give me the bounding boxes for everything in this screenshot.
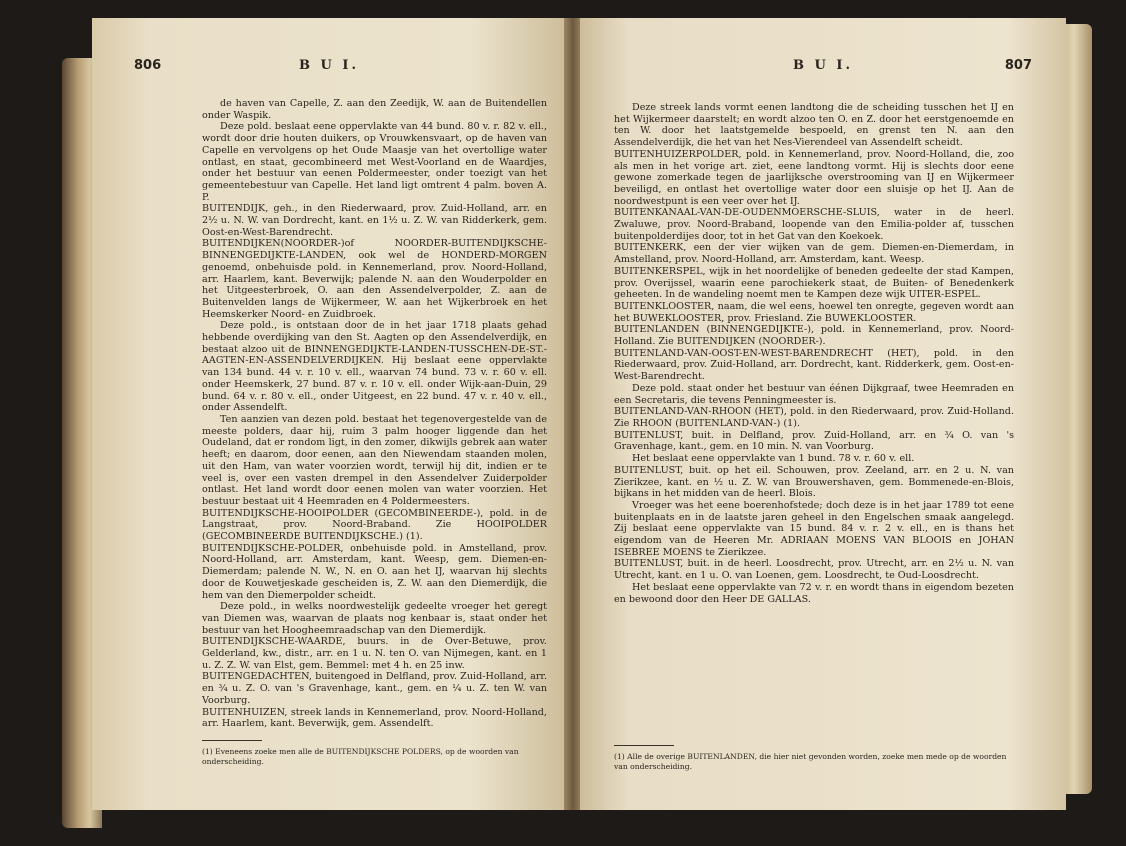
right-footnote-block (614, 745, 1014, 772)
entry-paragraph: BUITENKLOOSTER, naam, die wel eens, hoewel ten onregte, gegeven wordt aan het BUWEKLOOSTER, prov. Friesland. Zie BUWEKLOOSTER. (614, 300, 1014, 324)
paragraph: Vroeger was het eene boerenhofstede; doch deze is in het jaar 1789 tot eene buitenplaats en in de laatste jaren geheel in den Engelschen smaak aangelegd. Zij beslaat eene oppervlakte van 15 bund. 84 v. r. 2 v. ell., en is thans het eigendom van de Heeren Mr. ADRIAAN MOENS VAN BLOOIS en JOHAN ISEBREE MOENS te Zierikzee. (614, 499, 1014, 558)
left-running-head: B U I. (299, 58, 359, 73)
entry-paragraph: BUITENDIJK, geh., in den Riederwaard, prov. Zuid-Holland, arr. en 2½ u. N. W. van Dordrecht, kant. en 1½ u. Z. W. van Ridderkerk, gem. Oost-en-West-Barendrecht. (202, 203, 547, 238)
left-page-text (202, 98, 547, 730)
paragraph: Deze streek lands vormt eenen landtong die de scheiding tusschen het IJ en het Wijkermeer daarstelt; en wordt alzoo ten O. en Z. door het eerstgenoemde en ten W. door het laatstgemelde bespoeld, en grenst ten N. aan den Assendelverdijk, die het van het Nes-Vierendeel van Assendelft scheidt. (614, 102, 1014, 149)
right-page (580, 18, 1066, 810)
entry-paragraph: BUITENHUIZEN, streek lands in Kennemerland, prov. Noord-Holland, arr. Haarlem, kant. Beverwijk, gem. Assendelft. (202, 706, 547, 730)
entry-paragraph: BUITENLAND-VAN-OOST-EN-WEST-BARENDRECHT (HET), pold. in den Riederwaard, prov. Zuid-Holland, arr. Dordrecht, kant. Ridderkerk, gem. Oost-en-West-Barendrecht. (614, 347, 1014, 383)
paragraph: de haven van Capelle, Z. aan den Zeedijk, W. aan de Buitendellen onder Waspik. (202, 98, 547, 121)
paragraph: Deze pold. staat onder het bestuur van éénen Dijkgraaf, twee Heemraden en een Secretaris, die tevens Penningmeester is. (614, 382, 1014, 406)
paragraph: Ten aanzien van dezen pold. bestaat het tegenovergestelde van de meeste polders, daar hij, ruim 3 palm hooger liggende dan het Oudeland, dat er rondom ligt, in den zomer, dikwijls gebrek aan water heeft; en daarom, door eenen, aan den Niewendam staanden molen, uit den Ham, van water voorzien wordt, terwijl hij dit, indien er te veel is, over een vasten drempel in den Assendelver Zuiderpolder ontlast. Het land wordt door eenen molen van water voorzien. Het bestuur bestaat uit 4 Heemraden en 4 Poldermeesters. (202, 413, 547, 507)
footnote-rule (202, 740, 262, 741)
entry-paragraph: BUITENLAND-VAN-RHOON (HET), pold. in den Riederwaard, prov. Zuid-Holland. Zie RHOON (BUITENLAND-VAN-) (1). (614, 406, 1014, 429)
left-page-number: 806 (134, 58, 162, 73)
left-footnote-block (202, 740, 547, 767)
left-footnote: (1) Eveneens zoeke men alle de BUITENDIJKSCHE POLDERS, op de woorden van onderscheiding. (202, 747, 519, 766)
right-footnote: (1) Alle de overige BUITENLANDEN, die hier niet gevonden worden, zoeke men mede op de woorden van onderscheiding. (614, 752, 1007, 771)
entry-paragraph: BUITENKANAAL-VAN-DE-OUDENMOERSCHE-SLUIS, water in de heerl. Zwaluwe, prov. Noord-Braband, loopende van den Emilia-polder af, tusschen buitenpolderdijes door, tot in het Gat van den Koekoek. (614, 207, 1014, 242)
page-stack-right (1062, 24, 1092, 794)
entry-paragraph: BUITENDIJKSCHE-WAARDE, buurs. in de Over-Betuwe, prov. Gelderland, kw., distr., arr. en 1 u. N. ten O. van Nijmegen, kant. en 1 u. Z. Z. W. van Elst, gem. Bemmel: met 4 h. en 25 inw. (202, 636, 547, 671)
entry-paragraph: BUITENDIJKSCHE-HOOIPOLDER (GECOMBINEERDE-), pold. in de Langstraat, prov. Noord-Braband. Zie HOOIPOLDER (GECOMBINEERDE BUITENDIJKSCHE.) (1). (202, 507, 547, 543)
entry-paragraph: BUITENHUIZERPOLDER, pold. in Kennemerland, prov. Noord-Holland, die, zoo als men in het vorige art. ziet, eene landtong vormt. Hij is slechts door eene gewone zomerkade tegen de jaarlijksche overstrooming van IJ en Wijkermeer beveiligd, en ontlast het overtollige water door een sluisje op het IJ. Aan de noordwestpunt is een veer over het IJ. (614, 148, 1014, 207)
right-page-text (614, 102, 1014, 605)
entry-paragraph: BUITENDIJKEN(NOORDER-)of NOORDER-BUITENDIJKSCHE-BINNENGEDIJKTE-LANDEN, ook wel de HONDERD-MORGEN genoemd, onbehuisde pold. in Kennemerland, prov. Noord-Holland, arr. Haarlem, kant. Beverwijk; palende N. aan den Wouderpolder en het Uitgeesterbroek, O. aan den Assendelverpolder, Z. aan de Buitenvelden langs de Wijkermeer, W. aan het Wijkerbroek en het Heemskerker Noord- en Zuidbroek. (202, 238, 547, 320)
right-page-header (580, 58, 1066, 78)
paragraph: Deze pold., in welks noordwestelijk gedeelte vroeger het geregt van Diemen was, waarvan de plaats nog kenbaar is, staat onder het bestuur van het Hoogheemraadschap van den Diemerdijk. (202, 601, 547, 636)
open-book (80, 18, 1080, 828)
footnote-rule (614, 745, 674, 746)
entry-paragraph: BUITENKERSPEL, wijk in het noordelijke of beneden gedeelte der stad Kampen, prov. Overijssel, waarin eene parochiekerk staat, de Buiten- of Benedenkerk geheeten. In de wandeling noemt men te Kampen deze wijk UITER-ESPEL. (614, 265, 1014, 301)
entry-paragraph: BUITENDIJKSCHE-POLDER, onbehuisde pold. in Amstelland, prov. Noord-Holland, arr. Amsterdam, kant. Weesp, gem. Diemen-en-Diemerdam; palende N. W., N. en O. aan het IJ, waarvan hij slechts door de Kouwetjeskade gescheiden is, Z. W. aan den Diemerdijk, die hem van den Diemerpolder scheidt. (202, 542, 547, 601)
right-running-head: B U I. (793, 58, 853, 73)
right-page-number: 807 (1004, 58, 1032, 73)
paragraph: Het beslaat eene oppervlakte van 1 bund. 78 v. r. 60 v. ell. (632, 453, 915, 465)
entry-paragraph: BUITENKERK, een der vier wijken van de gem. Diemen-en-Diemerdam, in Amstelland, prov. Noord-Holland, arr. Amsterdam, kant. Weesp. (614, 242, 1014, 266)
paragraph: Deze pold. beslaat eene oppervlakte van 44 bund. 80 v. r. 82 v. ell., wordt door drie houten duikers, op Vrouwkensvaart, op de haven van Capelle en vervolgens op het Oude Maasje van het overtollige water ontlast, en staat, gecombineerd met West-Voorland en de Waardjes, onder het bestuur van eenen Poldermeester, onder toezigt van het gemeentebestuur van Capelle. Het land ligt omtrent 4 palm. boven A. P. (202, 121, 547, 203)
entry-paragraph: BUITENLUST, buit. in de heerl. Loosdrecht, prov. Utrecht, arr. en 2½ u. N. van Utrecht, kant. en 1 u. O. van Loenen, gem. Loosdrecht, te Oud-Loosdrecht. (614, 558, 1014, 582)
entry-paragraph: BUITENLANDEN (BINNENGEDIJKTE-), pold. in Kennemerland, prov. Noord-Holland. Zie BUITENDIJKEN (NOORDER-). (614, 324, 1014, 348)
paragraph: Deze pold., is ontstaan door de in het jaar 1718 plaats gehad hebbende overdijking van den St. Aagten op den Assendelverdijk, en bestaat alzoo uit de BINNENGEDIJKTE-LANDEN-TUSSCHEN-DE-ST.-AAGTEN-EN-ASSENDELVERDIJKEN. Hij beslaat eene oppervlakte van 134 bund. 44 v. r. 10 v. ell., waarvan 74 bund. 73 v. r. 60 v. ell. onder Heemskerk, 27 bund. 87 v. r. 10 v. ell. onder Wijk-aan-Duin, 29 bund. 64 v. r. 80 v. ell., onder Uitgeest, en 22 bund. 47 v. r. 40 v. ell., onder Assendelft. (202, 320, 547, 414)
paragraph: Het beslaat eene oppervlakte van 72 v. r. en wordt thans in eigendom bezeten en bewoond door den Heer DE GALLAS. (614, 581, 1014, 605)
left-page (92, 18, 566, 810)
left-page-header (92, 58, 566, 78)
entry-paragraph: BUITENLUST, buit. in Delfland, prov. Zuid-Holland, arr. en ¾ O. van 's Gravenhage, kant., gem. en 10 min. N. van Voorburg. (614, 429, 1014, 453)
entry-paragraph: BUITENLUST, buit. op het eil. Schouwen, prov. Zeeland, arr. en 2 u. N. van Zierikzee, kant. en ½ u. Z. W. van Brouwershaven, gem. Bommenede-en-Blois, bijkans in het midden van de heerl. Blois. (614, 464, 1014, 500)
entry-paragraph: BUITENGEDACHTEN, buitengoed in Delfland, prov. Zuid-Holland, arr. en ¾ u. Z. O. van 's Gravenhage, kant., gem. en ¼ u. Z. ten W. van Voorburg. (202, 671, 547, 706)
